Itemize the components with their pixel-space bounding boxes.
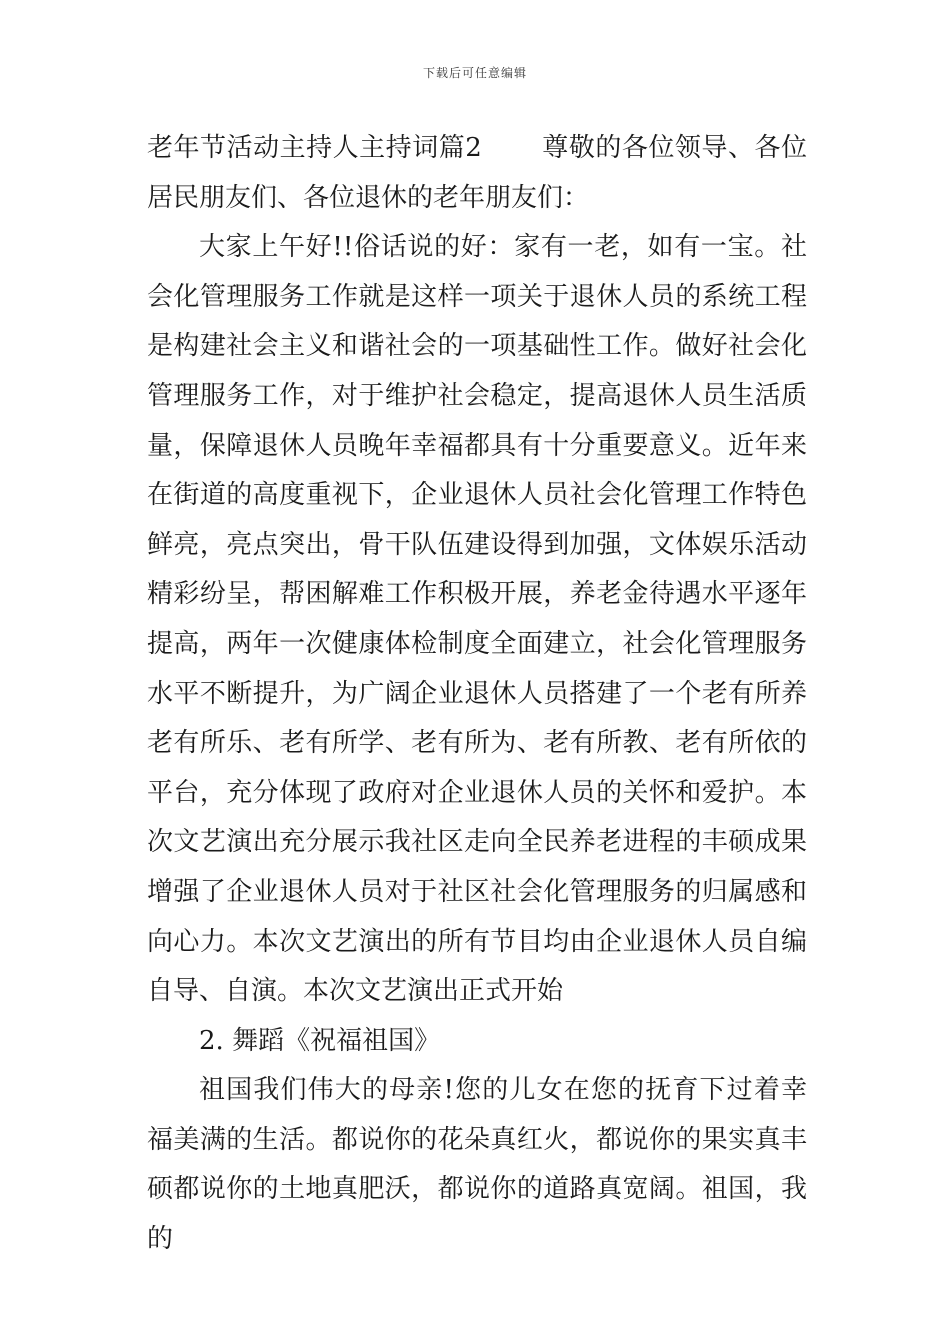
title-line: [147, 124, 807, 223]
page-header-note: 下载后可任意编辑: [422, 66, 527, 80]
paragraph-opening: 大家上午好!!俗话说的好：家有一老，如有一宝。社会化管理服务工作就是这样一项关于退休人员的系统工程是构建社会主义和谐社会的一项基础性工作。做好社会化管理服务工作，对于维护社会稳定，提高退休人员生活质量，保障退休人员晚年幸福都具有十分重要意义。近年来在街道的高度重视下，企业退休人员社会化管理工作特色鲜亮，亮点突出，骨干队伍建设得到加强，文体娱乐活动精彩纷呈，帮困解难工作积极开展，养老金待遇水平逐年提高，两年一次健康体检制度全面建立，社会化管理服务水平不断提升，为广阔企业退休人员搭建了一个老有所养老有所乐、老有所学、老有所为、老有所教、老有所依的平台，充分体现了政府对企业退休人员的关怀和爱护。本次文艺演出充分展示我社区走向全民养老进程的丰硕成果增强了企业退休人员对于社区社会化管理服务的归属感和向心力。本次文艺演出的所有节目均由企业退休人员自编自导、自演。本次文艺演出正式开始: [147, 232, 807, 1007]
document-body: [147, 124, 807, 1265]
salutation: 尊敬的各位领导、各位居民朋友们、各位退休的老年朋友们：: [147, 133, 807, 213]
paragraph-dance-intro: 祖国我们伟大的母亲!您的儿女在您的抚育下过着幸福美满的生活。都说你的花朵真红火，都说你的果实真丰硕都说你的土地真肥沃，都说你的道路真宽阔。祖国，我的: [147, 1075, 807, 1255]
program-item-2: 2. 舞蹈《祝福祖国》: [199, 1025, 441, 1056]
document-title: 老年节活动主持人主持词篇2: [147, 133, 482, 163]
